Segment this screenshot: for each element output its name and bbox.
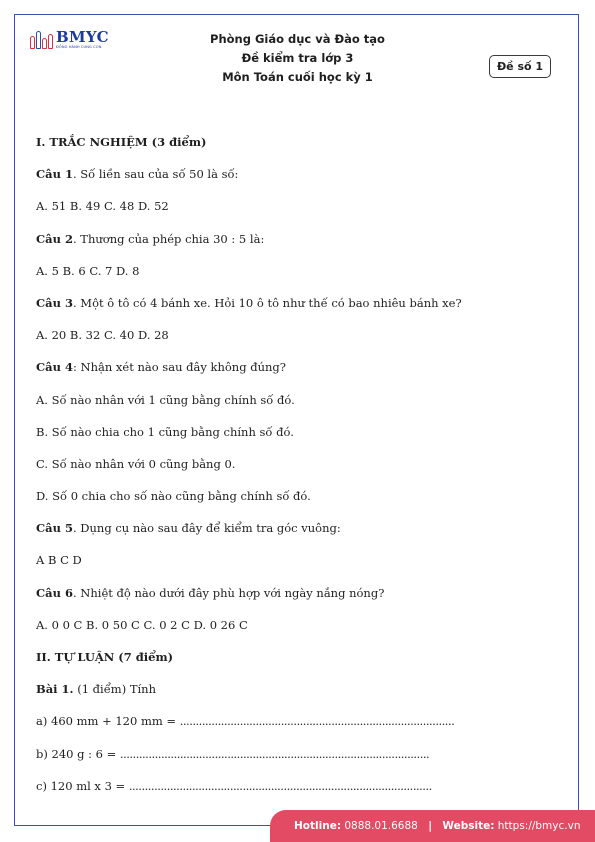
question-3-options: A. 20 B. 32 C. 40 D. 28 [36,328,169,343]
exercise-1-item-b: b) 240 g : 6 = .................................................................................................. [36,746,430,761]
logo-name: BMYC [56,28,109,46]
exam-number-badge: Đề số 1 [489,55,551,78]
website-link[interactable]: https://bmyc.vn [494,820,581,832]
question-4-option-b: B. Số nào chia cho 1 cũng bằng chính số đó. [36,424,294,439]
question-1: Câu 1. Số liền sau của số 50 là số: [36,167,239,182]
logo-tagline: ĐỒNG HÀNH CÙNG CON [56,45,102,49]
answer-blank: .................................................................................................. [119,746,430,761]
answer-blank: ................................................................................................ [128,778,432,793]
question-4-option-c: C. Số nào nhân với 0 cũng bằng 0. [36,456,236,471]
section-title-multiple-choice: I. TRẮC NGHIỆM (3 điểm) [36,135,207,149]
contact-footer [270,810,595,842]
website-label: Website: [442,820,495,832]
exam-content [36,132,556,808]
header-subject: Môn Toán cuối học kỳ 1 [222,70,373,84]
exercise-1: Bài 1. (1 điểm) Tính [36,682,156,697]
question-3: Câu 3. Một ô tô có 4 bánh xe. Hỏi 10 ô tô như thế có bao nhiêu bánh xe? [36,295,462,310]
question-2: Câu 2. Thương của phép chia 30 : 5 là: [36,231,265,246]
question-1-options: A. 51 B. 49 C. 48 D. 52 [36,199,169,214]
exercise-1-item-c: c) 120 ml x 3 = ................................................................................................ [36,778,432,793]
answer-blank: ....................................................................................... [179,714,455,729]
question-6-options: A. 0 0 C B. 0 50 C C. 0 2 C D. 0 26 C [36,617,248,632]
header-department: Phòng Giáo dục và Đào tạo [210,32,385,46]
question-4: Câu 4: Nhận xét nào sau đây không đúng? [36,360,286,375]
question-6: Câu 6. Nhiệt độ nào dưới đây phù hợp với ngày nắng nóng? [36,585,385,600]
question-4-option-d: D. Số 0 chia cho số nào cũng bằng chính số đó. [36,489,311,504]
question-4-option-a: A. Số nào nhân với 1 cũng bằng chính số đó. [36,392,295,407]
hotline-label: Hotline: [294,820,342,832]
exercise-1-item-a: a) 460 mm + 120 mm = ....................................................................................... [36,714,455,729]
header-exam-title: Đề kiểm tra lớp 3 [241,51,354,65]
section-title-essay: II. TỰ LUẬN (7 điểm) [36,650,174,664]
question-5-options: A B C D [36,553,82,568]
question-2-options: A. 5 B. 6 C. 7 D. 8 [36,263,140,278]
footer-separator: | [428,820,433,832]
hotline-number[interactable]: 0888.01.6688 [341,820,418,832]
question-5: Câu 5. Dụng cụ nào sau đây để kiểm tra góc vuông: [36,521,341,536]
